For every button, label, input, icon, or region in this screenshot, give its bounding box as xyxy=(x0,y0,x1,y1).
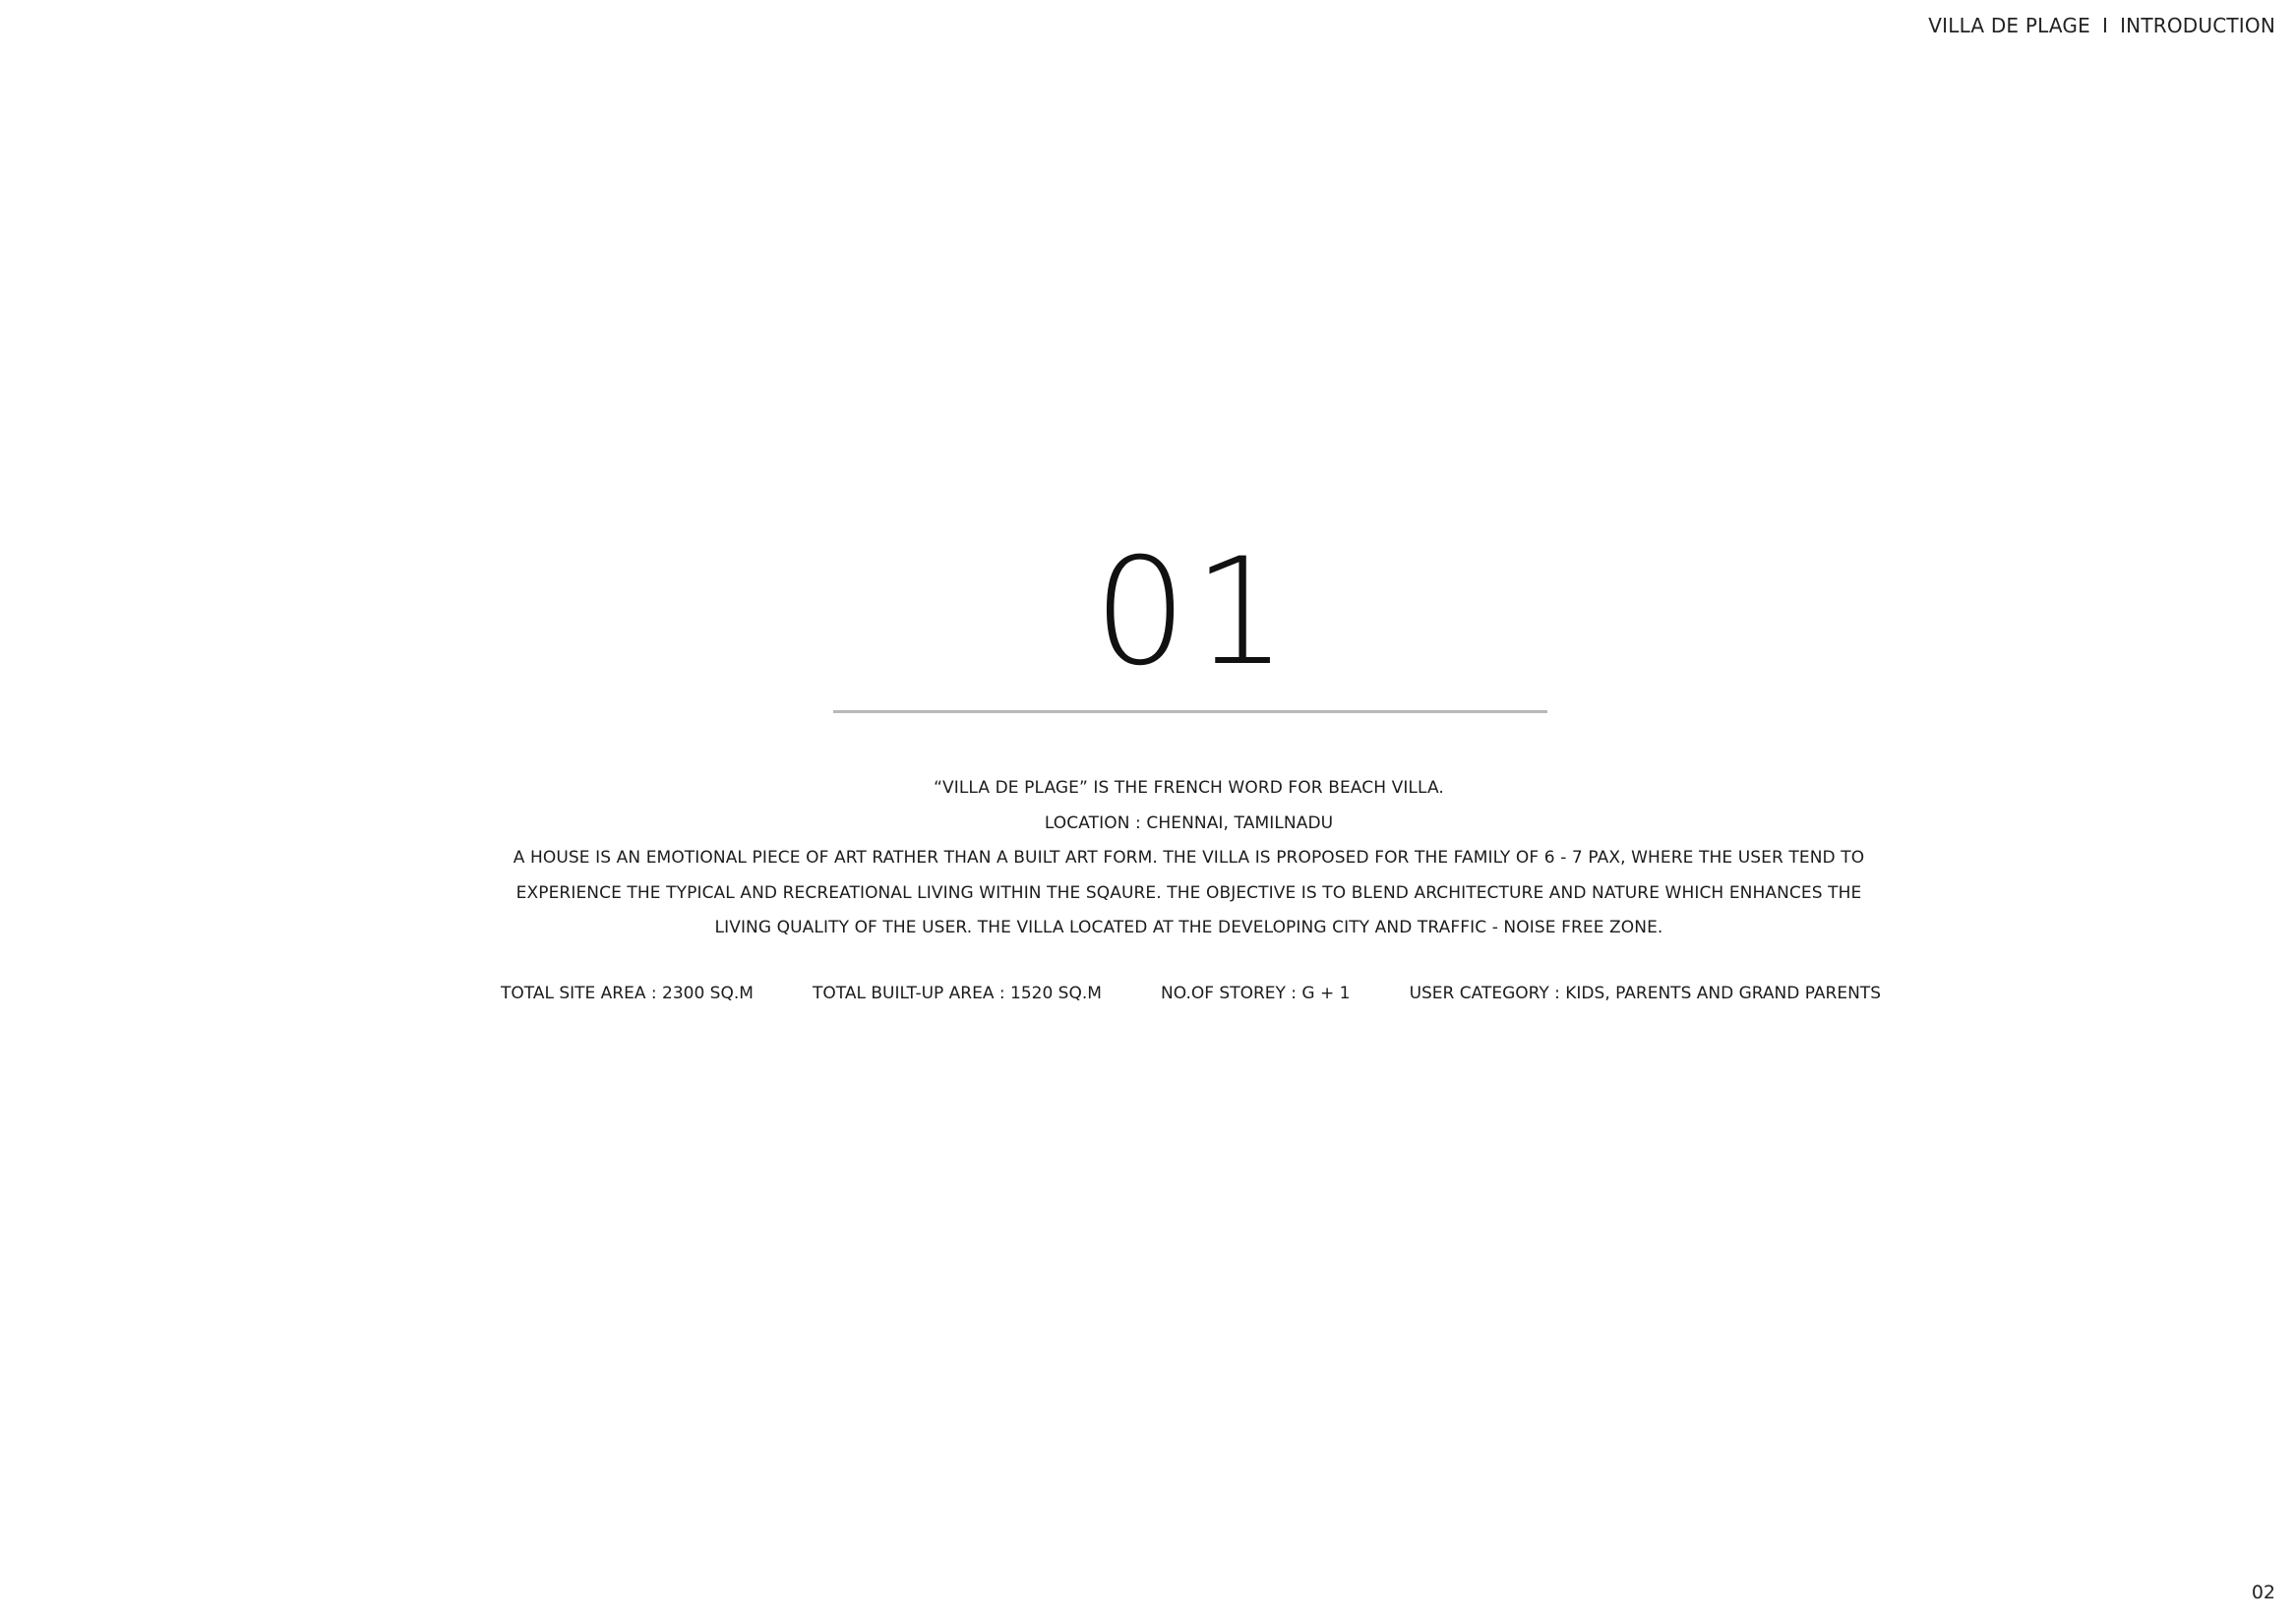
page-header xyxy=(1928,14,2275,37)
intro-text-block xyxy=(499,771,1879,946)
project-title: VILLA DE PLAGE xyxy=(1928,14,2090,37)
stat-total-site-area: TOTAL SITE AREA : 2300 SQ.M xyxy=(501,984,754,1003)
stat-user-category: USER CATEGORY : KIDS, PARENTS AND GRAND PARENTS xyxy=(1409,984,1881,1003)
intro-tagline: “VILLA DE PLAGE” IS THE FRENCH WORD FOR BEACH VILLA. xyxy=(934,778,1444,798)
intro-description: A HOUSE IS AN EMOTIONAL PIECE OF ART RATHER THAN A BUILT ART FORM. THE VILLA IS PROPOSED FOR THE FAMILY OF 6 - 7 PAX, WHERE THE USER TEND TO EXPERIENCE THE TYPICAL AND RECREATIONAL LIVING WITHIN THE SQAURE. THE OBJECTIVE IS TO BLEND ARCHITECTURE AND NATURE WHICH ENHANCES THE LIVING QUALITY OF THE USER. THE VILLA LOCATED AT THE DEVELOPING CITY AND TRAFFIC - NOISE FREE ZONE. xyxy=(513,848,1865,937)
page-number: 02 xyxy=(2251,1582,2275,1603)
section-title: INTRODUCTION xyxy=(2120,14,2275,37)
header-separator: I xyxy=(2101,14,2109,37)
intro-location: LOCATION : CHENNAI, TAMILNADU xyxy=(1044,812,1334,833)
stat-number-of-storeys: NO.OF STOREY : G + 1 xyxy=(1161,984,1351,1003)
section-number: 01 xyxy=(1093,527,1294,698)
divider-line xyxy=(833,710,1547,713)
stat-total-built-up-area: TOTAL BUILT-UP AREA : 1520 SQ.M xyxy=(813,984,1102,1003)
project-stats-row xyxy=(501,984,1881,1003)
